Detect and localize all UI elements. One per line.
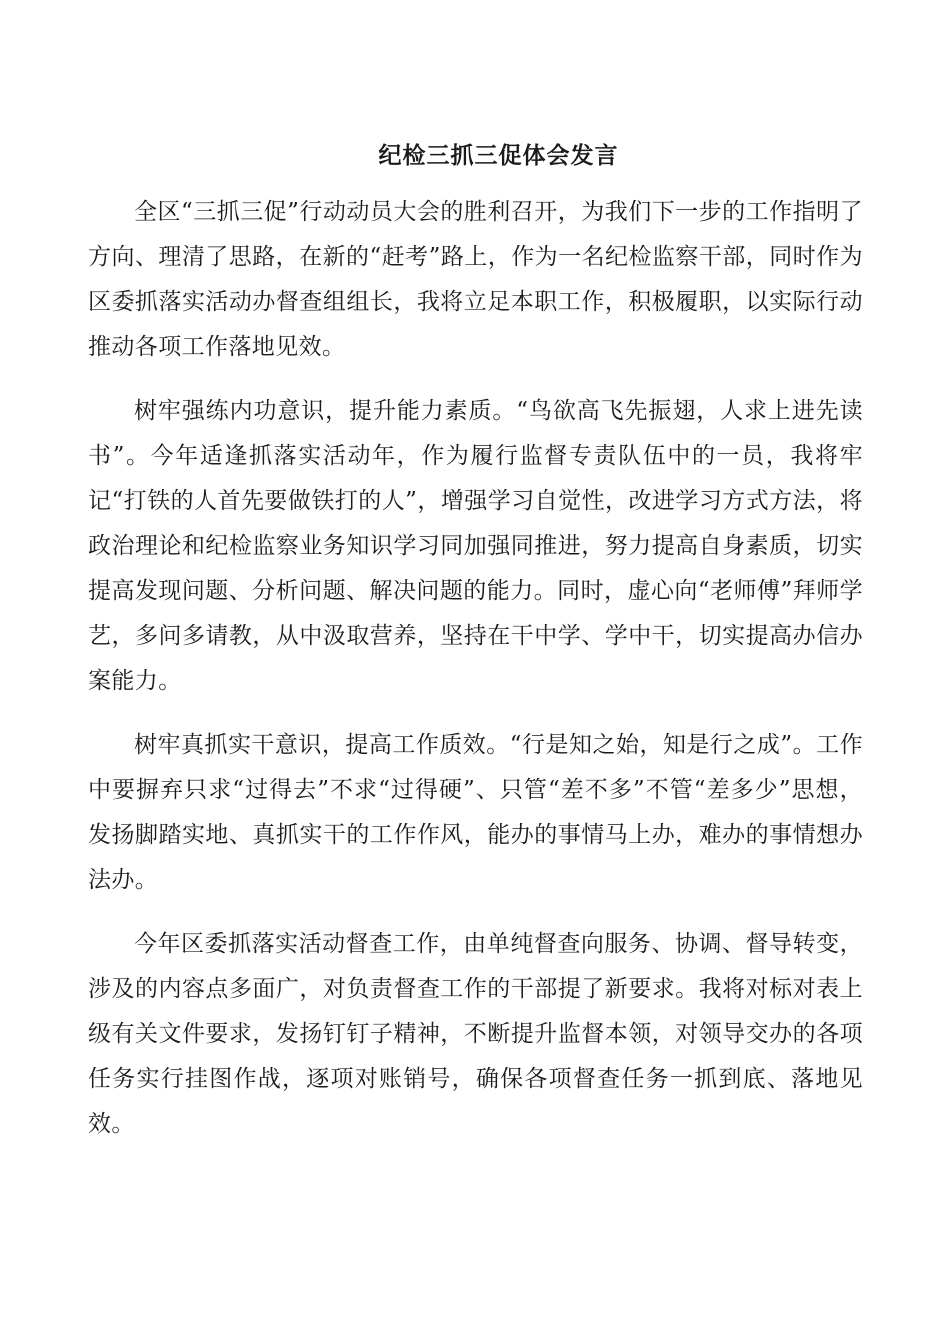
paragraph-4: 今年区委抓落实活动督查工作，由单纯督查向服务、协调、督导转变，涉及的内容点多面广，对负责督查工作的干部提了新要求。我将对标对表上级有关文件要求，发扬钉钉子精神，不断提升监督本领，对领导交办的各项任务实行挂图作战，逐项对账销号，确保各项督查任务一抓到底、落地见效。	[88, 931, 863, 1137]
document-title: 纪检三抓三促体会发言	[378, 143, 619, 169]
paragraph-2: 树牢强练内功意识，提升能力素质。“鸟欲高飞先振翅，人求上进先读书”。今年适逢抓落实活动年，作为履行监督专责队伍中的一员，我将牢记“打铁的人首先要做铁打的人”，增强学习自觉性，改进学习方式方法，将政治理论和纪检监察业务知识学习同加强同推进，努力提高自身素质，切实提高发现问题、分析问题、解决问题的能力。同时，虚心向“老师傅”拜师学艺，多问多请教，从中汲取营养，坚持在干中学、学中干，切实提高办信办案能力。	[88, 398, 863, 694]
paragraph-1: 全区“三抓三促”行动动员大会的胜利召开，为我们下一步的工作指明了方向、理清了思路，在新的“赶考”路上，作为一名纪检监察干部，同时作为区委抓落实活动办督查组组长，我将立足本职工作，积极履职，以实际行动推动各项工作落地见效。	[88, 199, 863, 360]
paragraph-3: 树牢真抓实干意识，提高工作质效。“行是知之始，知是行之成”。工作中要摒弃只求“过得去”不求“过得硬”、只管“差不多”不管“差多少”思想，发扬脚踏实地、真抓实干的工作作风，能办的事情马上办，难办的事情想办法办。	[88, 732, 863, 893]
document-body	[88, 190, 863, 1166]
